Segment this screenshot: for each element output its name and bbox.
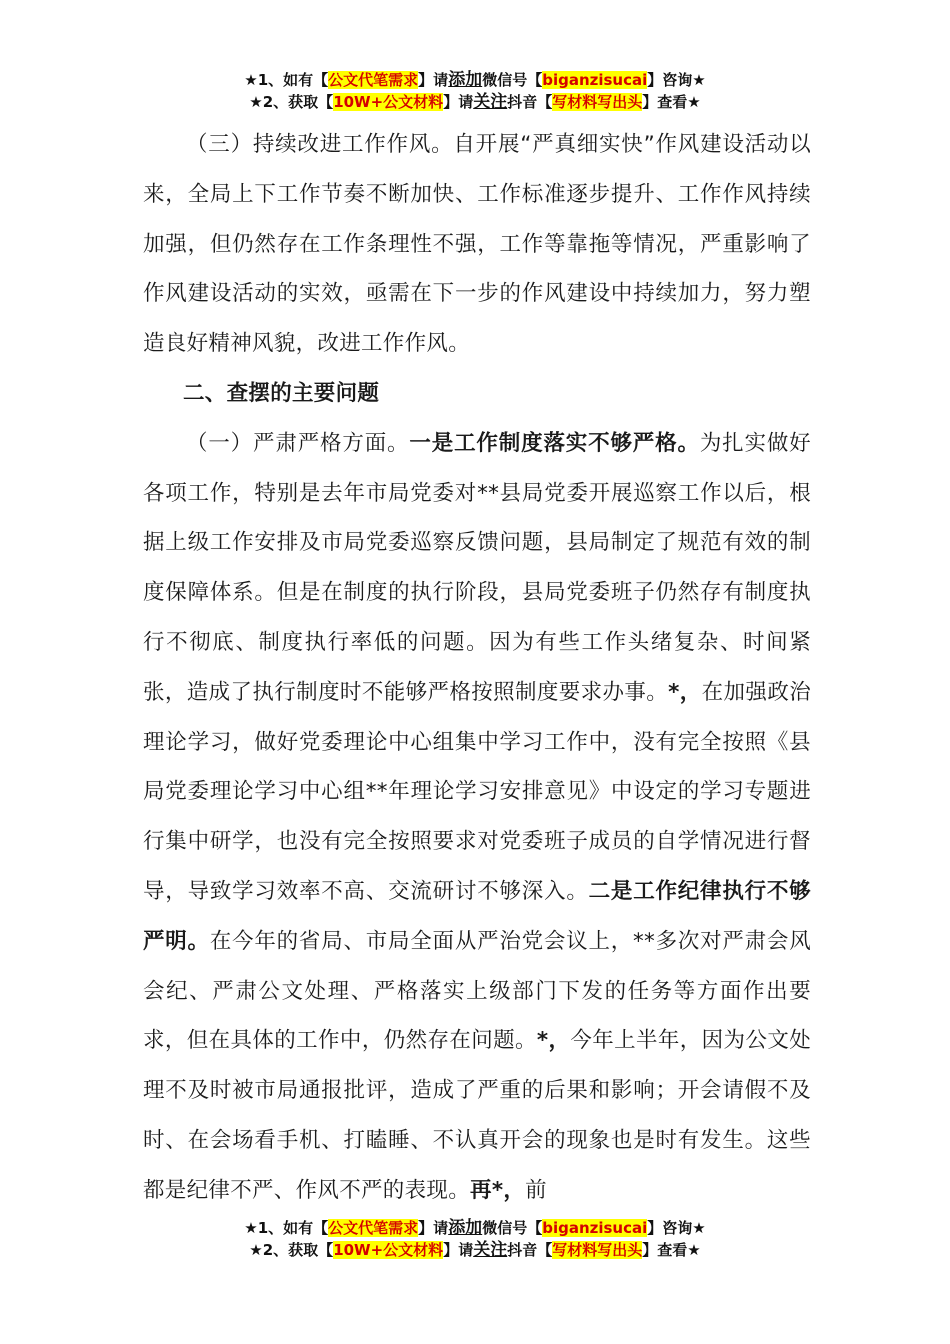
promo-highlight: 公文代笔需求 <box>328 1219 419 1237</box>
promo-text: 】查看★ <box>642 1241 701 1259</box>
paragraph-strictness <box>143 419 811 1216</box>
promo-text: ★2、获取【 <box>249 93 334 111</box>
promo-text: 】咨询★ <box>647 1219 706 1237</box>
sub-heading: （一）严肃严格方面。 <box>186 430 410 456</box>
promo-text: 】请 <box>418 71 449 89</box>
promo-line-1 <box>0 1217 950 1239</box>
promo-douyin-id: 写材料写出头 <box>552 1241 643 1259</box>
promo-text: 】查看★ <box>642 93 701 111</box>
promo-emphasis: 添加 <box>448 1218 483 1238</box>
bottom-promo-banner <box>0 1217 950 1261</box>
enumeration-marker: *， <box>668 679 702 705</box>
promo-wechat-id: biganzisucai <box>542 71 648 89</box>
promo-line-2 <box>0 1239 950 1261</box>
section-heading: 二、查摆的主要问题 <box>183 380 380 406</box>
promo-text: ★1、如有【 <box>244 1219 329 1237</box>
promo-emphasis: 关注 <box>473 1240 508 1260</box>
point-two-title: 二是工作纪律执行不够严明。 <box>143 878 811 954</box>
promo-highlight: 10W+公文材料 <box>333 1241 444 1259</box>
promo-text: 微信号【 <box>482 1219 543 1237</box>
point-one-title: 一是工作制度落实不够严格。 <box>409 430 700 456</box>
promo-emphasis: 添加 <box>448 70 483 90</box>
promo-emphasis: 关注 <box>473 92 508 112</box>
promo-line-1 <box>0 69 950 91</box>
promo-text: 抖音【 <box>507 1241 553 1259</box>
promo-highlight: 公文代笔需求 <box>328 71 419 89</box>
body-sentence: 为扎实做好各项工作，特别是去年市局党委对**县局党委开展巡察工作以后，根据上级工作安排及市局党委巡察反馈问题，县局制定了规范有效的制度保障体系。但是在制度的执行阶段，县局党委班子仍然存有制度执行不彻底、制度执行率低的问题。因为有些工作头绪复杂、时间紧张，造成了执行制度时不能够严格按照制度要求办事。 <box>143 430 811 705</box>
promo-text: 】请 <box>418 1219 449 1237</box>
promo-text: 抖音【 <box>507 93 553 111</box>
top-promo-banner <box>0 69 950 113</box>
promo-highlight: 10W+公文材料 <box>333 93 444 111</box>
body-sentence: 在今年的省局、市局全面从严治党会议上，**多次对严肃会风会纪、严肃公文处理、严格落实上级部门下发的任务等方面作出要求，但在具体的工作中，仍然存在问题。 <box>143 928 812 1054</box>
promo-wechat-id: biganzisucai <box>542 1219 648 1237</box>
promo-text: 】请 <box>443 93 474 111</box>
promo-text: 微信号【 <box>482 71 543 89</box>
promo-text: ★2、获取【 <box>249 1241 334 1259</box>
promo-text: 】咨询★ <box>647 71 706 89</box>
paragraph-work-style: （三）持续改进工作作风。自开展“严真细实快”作风建设活动以来，全局上下工作节奏不断加快、工作标准逐步提升、工作作风持续加强，但仍然存在工作条理性不强，工作等靠拖等情况，严重影响了作风建设活动的实效，亟需在下一步的作风建设中持续加力，努力塑造良好精神风貌，改进工作作风。 <box>143 132 811 357</box>
body-sentence: 今年上半年，因为公文处理不及时被市局通报批评，造成了严重的后果和影响；开会请假不及时、在会场看手机、打瞌睡、不认真开会的现象也是时有发生。这些都是纪律不严、作风不严的表现。 <box>143 1028 812 1203</box>
body-sentence: 在加强政治理论学习，做好党委理论中心组集中学习工作中，没有完全按照《县局党委理论学习中心组**年理论学习安排意见》中设定的学习专题进行集中研学，也没有完全按照要求对党委班子成员的自学情况进行督导，导致学习效率不高、交流研讨不够深入。 <box>143 679 811 904</box>
promo-douyin-id: 写材料写出头 <box>552 93 643 111</box>
body-sentence: 前 <box>525 1177 547 1203</box>
enumeration-marker: *， <box>536 1028 571 1054</box>
promo-text: ★1、如有【 <box>244 71 329 89</box>
document-body <box>143 120 811 1216</box>
promo-text: 】请 <box>443 1241 474 1259</box>
enumeration-marker: 再*， <box>470 1177 526 1203</box>
promo-line-2 <box>0 91 950 113</box>
